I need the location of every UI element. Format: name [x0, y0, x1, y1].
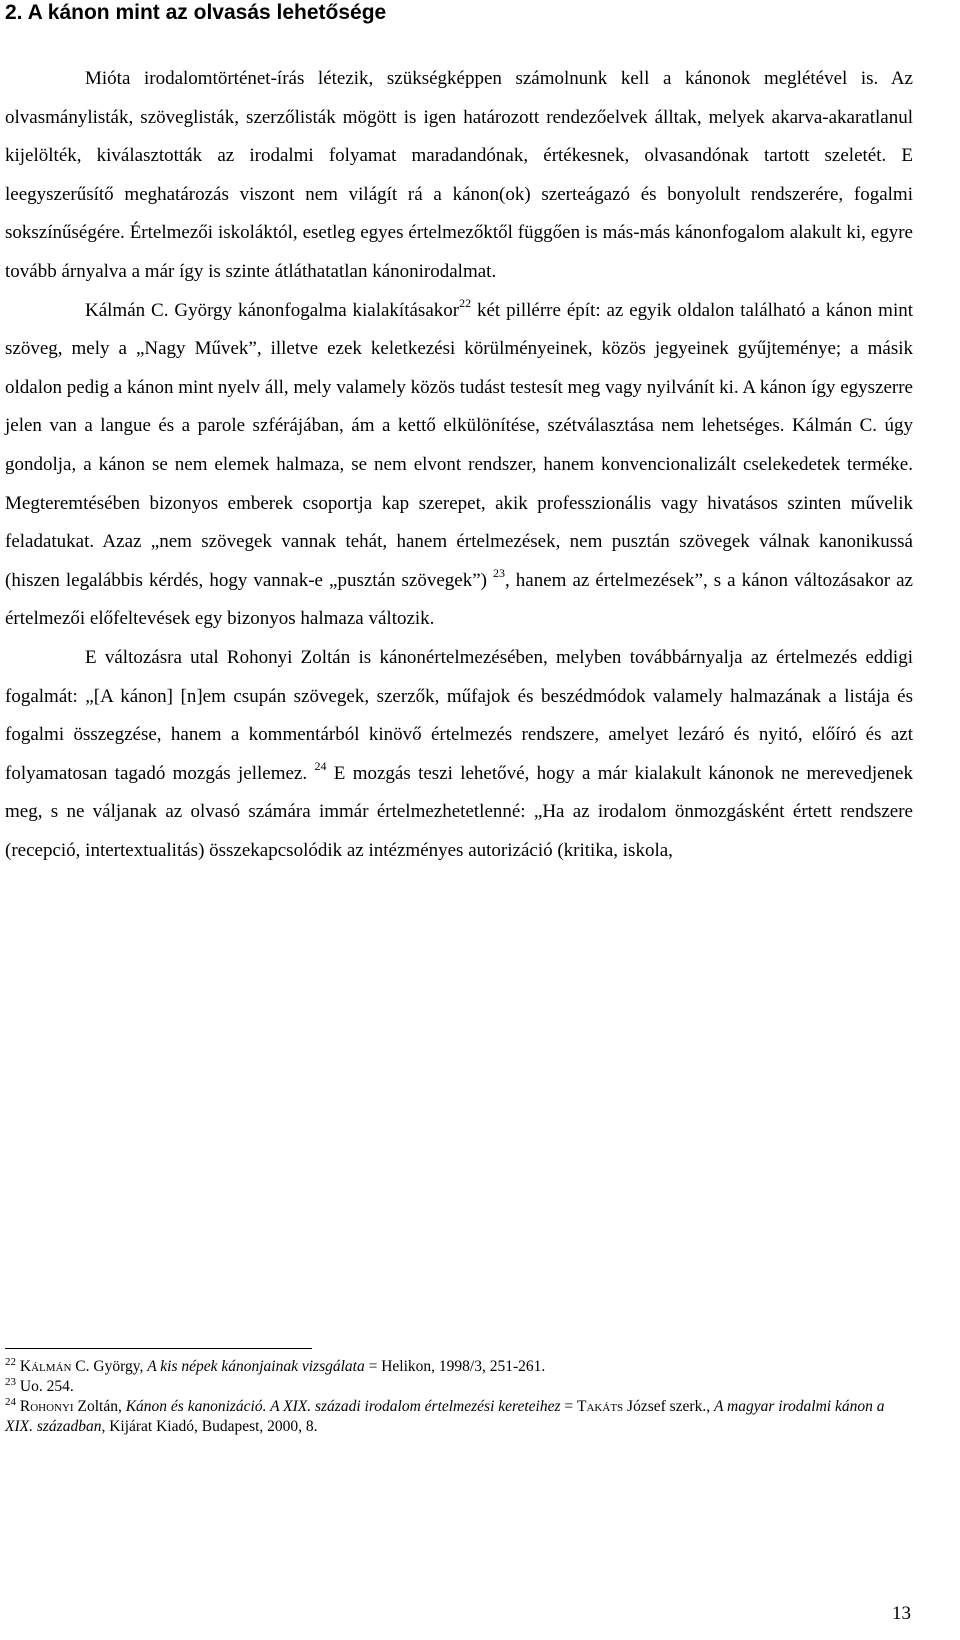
footnote-divider [5, 1348, 312, 1349]
footnote-title: Kánon és kanonizáció. A XIX. századi irodalom értelmezési kereteihez [125, 1398, 561, 1415]
footnote-text: = Helikon, 1998/3, 251-261. [364, 1358, 546, 1375]
footnote-ref-23[interactable]: 23 [493, 565, 505, 580]
footnotes [5, 1357, 913, 1437]
footnote-number: 24 [5, 1396, 16, 1408]
footnote-text: Zoltán, [73, 1398, 126, 1415]
footnote-number: 22 [5, 1356, 16, 1368]
footnote-text: C. György, [71, 1358, 148, 1375]
paragraph-2-lead: Kálmán C. György kánonfogalma kialakításakor [85, 299, 460, 321]
footnote-ref-22[interactable]: 22 [459, 295, 472, 310]
footnote-text: József szerk., [623, 1398, 714, 1415]
footnote-23 [5, 1377, 913, 1397]
footnote-title: A magyar irodalmi kánon a XIX. században [5, 1398, 885, 1435]
section-heading: 2. A kánon mint az olvasás lehetősége [5, 1, 387, 24]
paragraph-3 [5, 639, 913, 871]
paragraph-2-tail: , hanem az értelmezések”, s a kánon változásakor az értelmezői előfeltevések egy bizonyos halmaza változik. [5, 569, 913, 630]
footnote-text: Uo. 254. [19, 1378, 74, 1395]
paragraph-2 [5, 292, 913, 639]
paragraph-1-text: Mióta irodalomtörténet-írás létezik, szükségképpen számolnunk kell a kánonok meglétével is. Az olvasmánylisták, szöveglisták, szerzőlisták mögött is igen határozott rendezőelvek álltak, melyek akarva-akaratlanul kijelölték, kiválasztották az irodalmi folyamat maradandónak, értékesnek, olvasandónak tartott szeletét. E leegyszerűsítő meghatározás viszont nem világít rá a kánon(ok) szerteágazó és bonyolult rendszerére, fogalmi sokszínűségére. Értelmezői iskoláktól, esetleg egyes értelmezőktől függően is más-más kánonfogalom alakult ki, egyre tovább árnyalva a már így is szinte átláthatatlan kánonirodalmat. [5, 68, 913, 282]
footnote-author: Kálmán [19, 1358, 72, 1375]
paragraph-3-tail: E mozgás teszi lehetővé, hogy a már kialakult kánonok ne merevedjenek meg, s ne váljanak az olvasó számára immár értelmezhetetlenné: „Ha az irodalom önmozgásként értett rendszere (recepció, intertextualitás) összekapcsolódik az intézményes autorizáció (kritika, iskola, [5, 762, 913, 861]
footnote-title: A kis népek kánonjainak vizsgálata [147, 1358, 365, 1375]
footnote-ref-24[interactable]: 24 [314, 758, 327, 773]
footnote-number: 23 [5, 1376, 16, 1388]
footnote-22 [5, 1357, 913, 1377]
footnote-24 [5, 1397, 913, 1437]
paragraph-3-lead: E változásra utal Rohonyi Zoltán is kánonértelmezésében, melyben továbbárnyalja az értelmezés eddigi fogalmát: „[A kánon] [n]em csupán szövegek, szerzők, műfajok és beszédmódok valamely halmazának a listája és fogalmi összegzése, hanem a kommentárból kinövő értelmezés rendszere, amelyet lezáró és nyitó, előíró és azt folyamatosan tagadó mozgás jellemez. [5, 646, 913, 784]
page-number: 13 [892, 1603, 911, 1624]
paragraph-2-mid: két pillérre épít: az egyik oldalon található a kánon mint szöveg, mely a „Nagy Művek”, illetve ezek keletkezési körülményeinek, közös jegyeinek gyűjteménye; a másik oldalon pedig a kánon mint nyelv áll, mely valamely közös tudást testesít meg vagy nyilvánít ki. A kánon így egyszerre jelen van a langue és a parole szférájában, ám a kettő elkülönítése, szétválasztása nem lehetséges. Kálmán C. úgy gondolja, a kánon se nem elemek halmaza, se nem elvont rendszer, hanem konvencionalizált cselekedetek terméke. Megteremtésében bizonyos emberek csoportja kap szerepet, akik professzionális vagy hivatásos szinten művelik feladatukat. Azaz „nem szövegek vannak tehát, hanem értelmezések, nem pusztán szövegek válnak kanonikussá (hiszen legalábbis kérdés, hogy vannak-e „pusztán szövegek”) [5, 299, 914, 591]
body-text [5, 60, 913, 870]
footnote-author: Rohonyi [19, 1398, 74, 1415]
footnote-text: = [560, 1398, 578, 1415]
footnote-editor: Takáts [577, 1398, 624, 1415]
paragraph-1 [5, 60, 913, 292]
footnote-text: , Kijárat Kiadó, Budapest, 2000, 8. [101, 1418, 318, 1435]
